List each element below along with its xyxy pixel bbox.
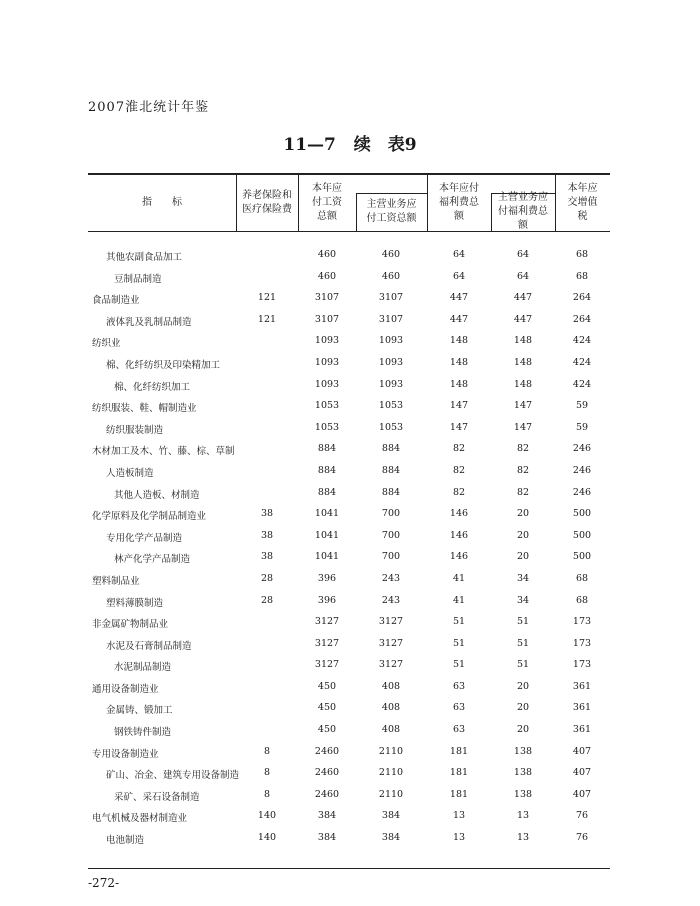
row-value-cell: 3107	[314, 292, 340, 304]
row-indicator-name: 其他农副食品加工	[106, 252, 183, 263]
row-value-cell: 41	[452, 572, 466, 584]
row-value-cell: 408	[381, 680, 401, 692]
table-row	[88, 465, 610, 487]
row-value-cell: 700	[381, 529, 401, 541]
table-body	[88, 249, 610, 854]
row-indicator-name: 专用设备制造业	[92, 748, 159, 760]
row-value-cell: 121	[257, 292, 277, 304]
row-value-cell: 28	[260, 572, 274, 584]
row-value-cell: 1093	[314, 335, 340, 347]
row-value-cell: 246	[572, 464, 592, 476]
row-value-cell: 76	[575, 832, 589, 844]
row-value-cell: 138	[513, 788, 533, 800]
row-value-cell: 884	[317, 443, 337, 455]
row-value-cell: 63	[452, 724, 466, 736]
row-value-cell: 8	[263, 745, 271, 757]
row-value-cell: 82	[452, 443, 466, 455]
row-value-cell: 82	[516, 464, 530, 476]
row-value-cell: 148	[513, 356, 533, 368]
row-indicator-name: 电气机械及器材制造业	[92, 813, 188, 825]
row-value-cell: 396	[317, 594, 337, 606]
row-value-cell: 361	[572, 702, 592, 714]
row-value-cell: 408	[381, 724, 401, 736]
row-value-cell: 1053	[378, 400, 404, 412]
row-value-cell: 1093	[378, 335, 404, 347]
table-header	[88, 175, 610, 232]
row-value-cell: 76	[575, 810, 589, 822]
row-value-cell: 884	[317, 464, 337, 476]
row-value-cell: 20	[516, 508, 530, 520]
header-total-wages: 本年应付工资总额	[312, 183, 342, 222]
row-indicator-name: 水泥制品制造	[114, 662, 172, 674]
row-value-cell: 500	[572, 551, 592, 563]
row-value-cell: 264	[572, 292, 592, 304]
row-value-cell: 148	[449, 335, 469, 347]
row-value-cell: 148	[449, 378, 469, 390]
page-number: -272-	[88, 876, 120, 890]
row-value-cell: 450	[317, 724, 337, 736]
row-value-cell: 147	[513, 400, 533, 412]
table-bottom-rule	[88, 868, 610, 869]
row-indicator-name: 钢铁铸件制造	[114, 727, 172, 739]
row-value-cell: 51	[452, 616, 466, 628]
row-value-cell: 20	[516, 529, 530, 541]
row-indicator-name: 豆制品制造	[114, 273, 162, 285]
row-value-cell: 63	[452, 702, 466, 714]
row-value-cell: 1053	[314, 421, 340, 433]
table-row	[88, 810, 610, 832]
row-value-cell: 407	[572, 745, 592, 757]
row-value-cell: 146	[449, 508, 469, 520]
row-value-cell: 3127	[378, 659, 404, 671]
row-value-cell: 447	[449, 313, 469, 325]
table-row	[88, 659, 610, 681]
row-value-cell: 38	[260, 551, 274, 563]
row-value-cell: 181	[449, 745, 469, 757]
row-value-cell: 20	[516, 724, 530, 736]
row-indicator-name: 棉、化纤纺织加工	[114, 381, 191, 393]
table-row	[88, 681, 610, 703]
row-value-cell: 3127	[378, 616, 404, 628]
row-value-cell: 147	[449, 421, 469, 433]
table-row	[88, 530, 610, 552]
row-value-cell: 64	[516, 270, 530, 282]
row-value-cell: 8	[263, 767, 271, 779]
table-row	[88, 616, 610, 638]
table-name: 续 表9	[353, 135, 417, 155]
row-value-cell: 3127	[314, 616, 340, 628]
table-row	[88, 357, 610, 379]
row-value-cell: 173	[572, 659, 592, 671]
row-indicator-name: 电池制造	[106, 835, 145, 847]
row-value-cell: 884	[381, 443, 401, 455]
header-indicator: 指 标	[142, 197, 182, 208]
row-value-cell: 1053	[314, 400, 340, 412]
table-row	[88, 573, 610, 595]
table-row	[88, 335, 610, 357]
row-value-cell: 82	[452, 464, 466, 476]
row-value-cell: 246	[572, 443, 592, 455]
row-value-cell: 460	[381, 270, 401, 282]
row-value-cell: 424	[572, 335, 592, 347]
row-value-cell: 13	[516, 832, 530, 844]
header-main-business-wages: 主营业务应付工资总额	[366, 199, 417, 224]
row-value-cell: 146	[449, 529, 469, 541]
table-row	[88, 249, 610, 271]
row-value-cell: 59	[575, 421, 589, 433]
row-value-cell: 34	[516, 572, 530, 584]
row-value-cell: 3127	[314, 659, 340, 671]
row-value-cell: 384	[381, 810, 401, 822]
row-value-cell: 34	[516, 594, 530, 606]
row-value-cell: 408	[381, 702, 401, 714]
table-row	[88, 551, 610, 573]
row-value-cell: 884	[317, 486, 337, 498]
row-value-cell: 140	[257, 832, 277, 844]
row-value-cell: 3107	[378, 292, 404, 304]
row-value-cell: 147	[449, 400, 469, 412]
row-value-cell: 38	[260, 508, 274, 520]
row-value-cell: 884	[381, 486, 401, 498]
row-indicator-name: 非金属矿物制品业	[92, 619, 169, 631]
table-row	[88, 292, 610, 314]
row-value-cell: 447	[449, 292, 469, 304]
row-value-cell: 140	[257, 810, 277, 822]
row-value-cell: 243	[381, 572, 401, 584]
header-pension-medical-insurance: 养老保险和医疗保险费	[242, 190, 292, 215]
row-value-cell: 82	[516, 443, 530, 455]
row-value-cell: 424	[572, 356, 592, 368]
row-indicator-name: 塑料制品业	[92, 575, 140, 587]
row-value-cell: 3107	[314, 313, 340, 325]
row-value-cell: 64	[452, 270, 466, 282]
row-value-cell: 1093	[378, 356, 404, 368]
row-value-cell: 68	[575, 270, 589, 282]
row-value-cell: 407	[572, 788, 592, 800]
row-value-cell: 700	[381, 551, 401, 563]
row-indicator-name: 专用化学产品制造	[106, 532, 183, 544]
row-value-cell: 2460	[314, 745, 340, 757]
table-title	[0, 130, 700, 155]
row-indicator-name: 采矿、采石设备制造	[114, 791, 200, 803]
row-value-cell: 68	[575, 249, 589, 260]
table-number: 11—7	[283, 135, 336, 155]
table-row	[88, 487, 610, 509]
row-value-cell: 68	[575, 594, 589, 606]
row-value-cell: 1093	[314, 378, 340, 390]
row-value-cell: 13	[452, 810, 466, 822]
row-value-cell: 51	[452, 659, 466, 671]
row-indicator-name: 食品制造业	[92, 295, 140, 307]
row-value-cell: 28	[260, 594, 274, 606]
row-value-cell: 460	[317, 249, 337, 260]
table-row	[88, 638, 610, 660]
row-indicator-name: 纺织服装制造	[106, 424, 164, 436]
row-value-cell: 138	[513, 767, 533, 779]
row-indicator-name: 液体乳及乳制品制造	[106, 316, 192, 328]
row-value-cell: 700	[381, 508, 401, 520]
row-indicator-name: 棉、化纤纺织及印染精加工	[106, 359, 221, 371]
table-row	[88, 724, 610, 746]
row-value-cell: 38	[260, 529, 274, 541]
row-value-cell: 173	[572, 637, 592, 649]
table-row	[88, 595, 610, 617]
row-value-cell: 64	[452, 249, 466, 260]
row-indicator-name: 人造板制造	[106, 467, 154, 479]
row-value-cell: 500	[572, 508, 592, 520]
row-value-cell: 424	[572, 378, 592, 390]
row-value-cell: 2460	[314, 767, 340, 779]
row-value-cell: 884	[381, 464, 401, 476]
row-value-cell: 2460	[314, 788, 340, 800]
row-value-cell: 82	[452, 486, 466, 498]
row-indicator-name: 纺织服装、鞋、帽制造业	[92, 403, 197, 415]
row-value-cell: 384	[317, 832, 337, 844]
row-value-cell: 181	[449, 767, 469, 779]
row-value-cell: 64	[516, 249, 530, 260]
row-value-cell: 138	[513, 745, 533, 757]
row-value-cell: 450	[317, 702, 337, 714]
row-value-cell: 20	[516, 680, 530, 692]
row-value-cell: 3127	[314, 637, 340, 649]
row-value-cell: 1053	[378, 421, 404, 433]
row-value-cell: 59	[575, 400, 589, 412]
row-value-cell: 1041	[314, 529, 340, 541]
row-value-cell: 146	[449, 551, 469, 563]
row-value-cell: 264	[572, 313, 592, 325]
row-indicator-name: 塑料薄膜制造	[106, 597, 164, 609]
row-indicator-name: 矿山、冶金、建筑专用设备制造	[106, 770, 240, 782]
data-table	[88, 173, 610, 847]
row-value-cell: 460	[381, 249, 401, 260]
header-vat: 本年应交增值税	[567, 183, 598, 222]
row-value-cell: 8	[263, 788, 271, 800]
row-indicator-name: 金属铸、锻加工	[106, 705, 173, 717]
row-value-cell: 384	[317, 810, 337, 822]
row-indicator-name: 木材加工及木、竹、藤、棕、草制	[92, 446, 235, 458]
row-value-cell: 20	[516, 702, 530, 714]
table-row	[88, 379, 610, 401]
table-row	[88, 746, 610, 768]
row-value-cell: 447	[513, 313, 533, 325]
row-indicator-name: 通用设备制造业	[92, 683, 159, 695]
row-value-cell: 148	[513, 378, 533, 390]
row-value-cell: 51	[452, 637, 466, 649]
row-indicator-name: 纺织业	[92, 338, 121, 350]
row-value-cell: 147	[513, 421, 533, 433]
row-value-cell: 384	[381, 832, 401, 844]
row-value-cell: 148	[449, 356, 469, 368]
row-value-cell: 63	[452, 680, 466, 692]
table-row	[88, 767, 610, 789]
row-value-cell: 460	[317, 270, 337, 282]
table-row	[88, 400, 610, 422]
table-row	[88, 443, 610, 465]
row-value-cell: 82	[516, 486, 530, 498]
row-value-cell: 148	[513, 335, 533, 347]
row-value-cell: 1041	[314, 508, 340, 520]
row-value-cell: 2110	[378, 767, 404, 779]
header-main-business-welfare: 主营业务应付福利费总额	[498, 192, 548, 231]
row-value-cell: 41	[452, 594, 466, 606]
row-value-cell: 396	[317, 572, 337, 584]
yearbook-title: 2007淮北统计年鉴	[88, 100, 210, 115]
row-indicator-name: 水泥及石膏制品制造	[106, 640, 192, 652]
row-indicator-name: 化学原料及化学制品制造业	[92, 511, 207, 523]
row-value-cell: 13	[452, 832, 466, 844]
header-total-welfare: 本年应付福利费总额	[439, 183, 479, 222]
row-value-cell: 51	[516, 616, 530, 628]
row-value-cell: 2110	[378, 745, 404, 757]
row-value-cell: 361	[572, 680, 592, 692]
table-row	[88, 314, 610, 336]
row-value-cell: 68	[575, 572, 589, 584]
row-indicator-name: 其他人造板、材制造	[114, 489, 200, 501]
table-row	[88, 271, 610, 293]
row-value-cell: 450	[317, 680, 337, 692]
row-value-cell: 2110	[378, 788, 404, 800]
row-value-cell: 181	[449, 788, 469, 800]
table-row	[88, 508, 610, 530]
table-row	[88, 789, 610, 811]
table-row	[88, 422, 610, 444]
row-value-cell: 13	[516, 810, 530, 822]
row-value-cell: 243	[381, 594, 401, 606]
row-value-cell: 3107	[378, 313, 404, 325]
row-value-cell: 51	[516, 637, 530, 649]
row-value-cell: 3127	[378, 637, 404, 649]
row-value-cell: 447	[513, 292, 533, 304]
row-value-cell: 1093	[314, 356, 340, 368]
row-value-cell: 361	[572, 724, 592, 736]
row-value-cell: 246	[572, 486, 592, 498]
row-value-cell: 121	[257, 313, 277, 325]
row-value-cell: 51	[516, 659, 530, 671]
row-value-cell: 1041	[314, 551, 340, 563]
table-row	[88, 702, 610, 724]
table-row	[88, 832, 610, 854]
row-value-cell: 1093	[378, 378, 404, 390]
row-value-cell: 173	[572, 616, 592, 628]
row-value-cell: 500	[572, 529, 592, 541]
row-value-cell: 20	[516, 551, 530, 563]
row-indicator-name: 林产化学产品制造	[114, 554, 191, 566]
row-value-cell: 407	[572, 767, 592, 779]
